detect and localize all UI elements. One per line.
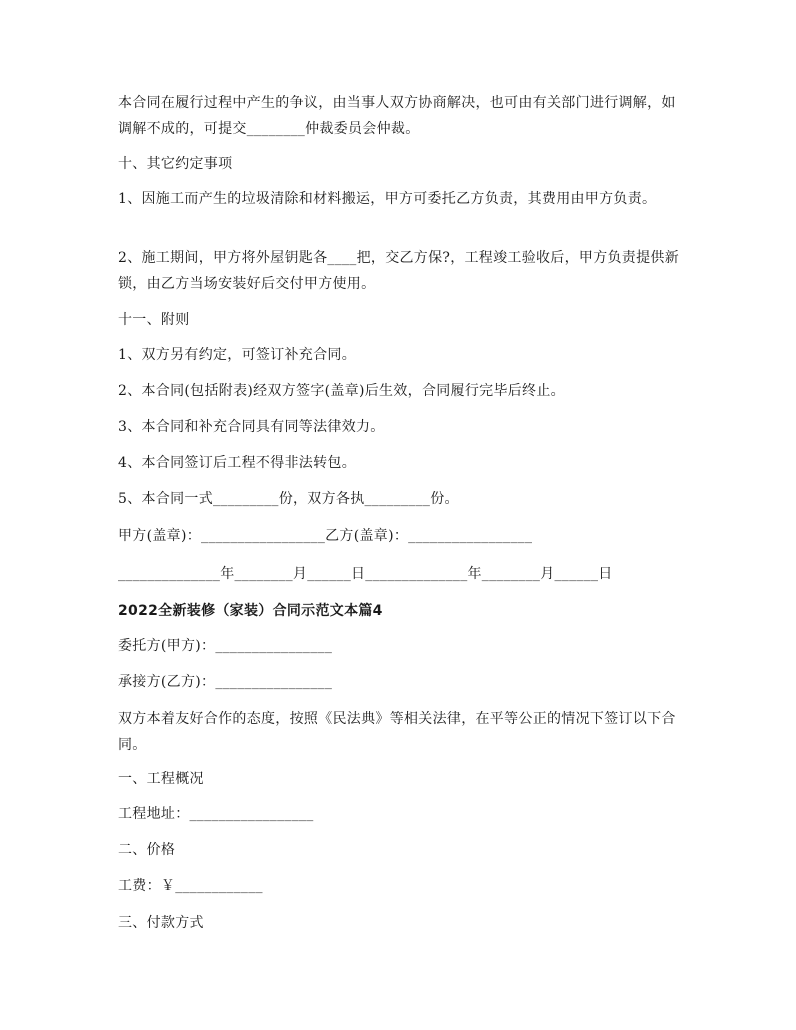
clause-11-4: 4、本合同签订后工程不得非法转包。 — [118, 455, 357, 471]
section-2-heading: 二、价格 — [118, 842, 176, 858]
dispute-resolution-paragraph: 本合同在履行过程中产生的争议，由当事人双方协商解决，也可由有关部门进行调解，如调解不成的，可提交________仲裁委员会仲裁。 — [118, 95, 676, 137]
clause-11-1: 1、双方另有约定，可签订补充合同。 — [118, 347, 357, 363]
section-1-heading: 一、工程概况 — [118, 771, 204, 787]
date-line: ______________年________月______日______________年________月______日 — [118, 566, 613, 582]
clause-11-3: 3、本合同和补充合同具有同等法律效力。 — [118, 419, 385, 435]
signature-line: 甲方(盖章)：_________________乙方(盖章)：_________________ — [118, 528, 533, 544]
section-10-heading: 十、其它约定事项 — [118, 156, 233, 172]
contractor-party-line: 承接方(乙方)：________________ — [118, 674, 333, 690]
clause-11-2: 2、本合同(包括附表)经双方签字(盖章)后生效，合同履行完毕后终止。 — [118, 383, 565, 399]
client-party-line: 委托方(甲方)：________________ — [118, 638, 333, 654]
clause-10-1: 1、因施工而产生的垃圾清除和材料搬运，甲方可委托乙方负责，其费用由甲方负责。 — [118, 191, 657, 207]
clause-10-2: 2、施工期间，甲方将外屋钥匙各____把，交乙方保?，工程竣工验收后，甲方负责提供新锁，由乙方当场安装好后交付甲方使用。 — [118, 250, 680, 292]
labor-fee-line: 工费：￥____________ — [118, 878, 263, 894]
section-title: 2022全新装修（家装）合同示范文本篇4 — [118, 603, 383, 619]
section-11-heading: 十一、附则 — [118, 312, 190, 328]
project-address-line: 工程地址：_________________ — [118, 806, 314, 822]
agreement-intro-paragraph: 双方本着友好合作的态度，按照《民法典》等相关法律，在平等公正的情况下签订以下合同。 — [118, 711, 676, 753]
clause-11-5: 5、本合同一式_________份，双方各执_________份。 — [118, 491, 459, 507]
section-3-heading: 三、付款方式 — [118, 915, 204, 931]
